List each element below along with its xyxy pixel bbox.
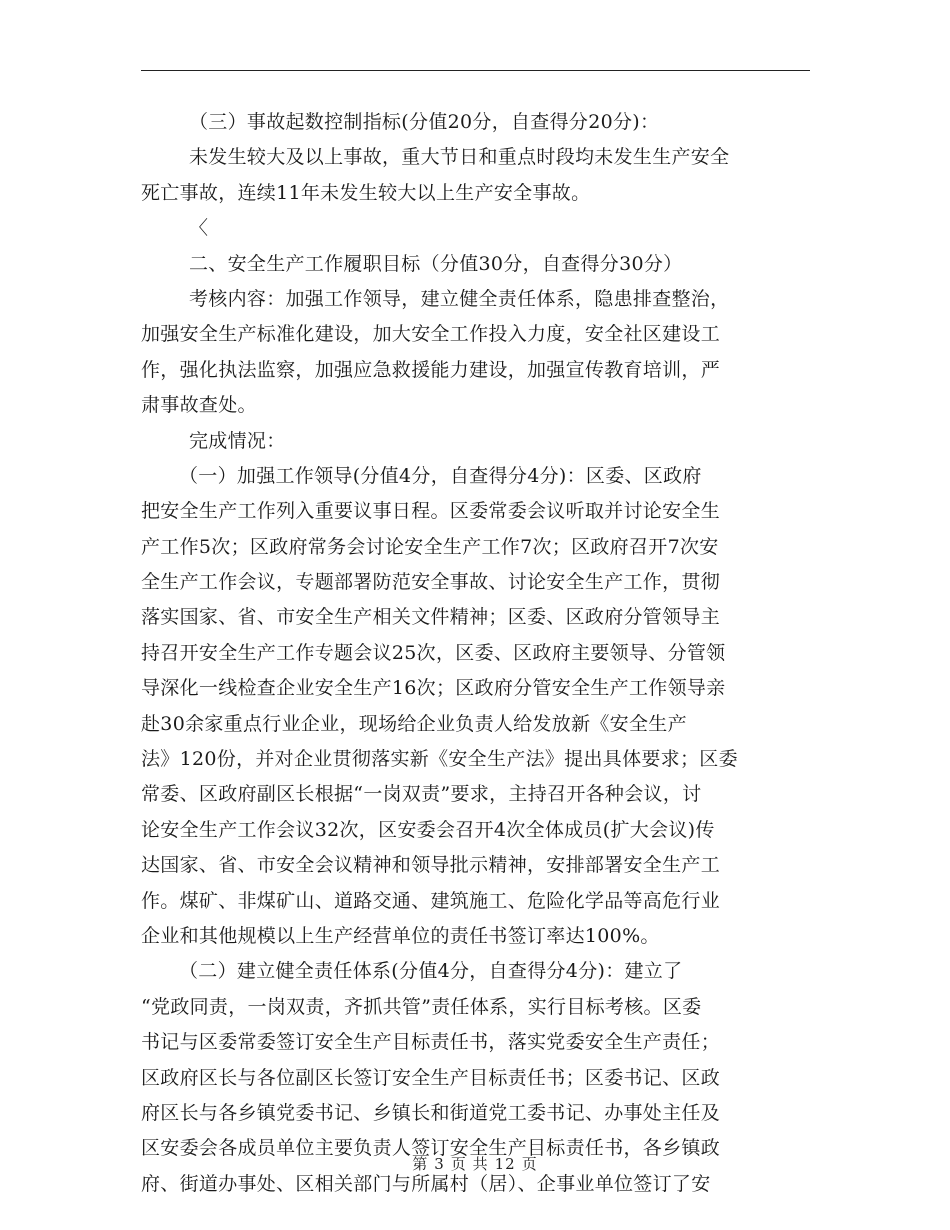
paragraph-line: 区政府区长与各位副区长签订安全生产目标责任书；区委书记、区政 (141, 1066, 721, 1089)
paragraph-line: 肃事故查处。 (141, 394, 257, 417)
paragraph-line: 企业和其他规模以上生产经营单位的责任书签订率达100%。 (141, 924, 660, 947)
paragraph-line: 考核内容：加强工作领导，建立健全责任体系，隐患排查整治， (189, 287, 730, 310)
paragraph-line: 持召开安全生产工作专题会议25次，区委、区政府主要领导、分管领 (141, 641, 726, 664)
paragraph-line: 法》120份，并对企业贯彻落实新《安全生产法》提出具体要求；区委 (141, 748, 738, 771)
subsection-heading: （一）加强工作领导(分值4分，自查得分4分)：区委、区政府 (179, 464, 702, 487)
page-footer (0, 1153, 950, 1174)
paragraph-line: 产工作5次；区政府常务会讨论安全生产工作7次；区政府召开7次安 (141, 535, 719, 558)
paragraph-line: 达国家、省、市安全会议精神和领导批示精神，安排部署安全生产工 (141, 854, 721, 877)
paragraph-line: 全生产工作会议，专题部署防范安全事故、讨论安全生产工作，贯彻 (141, 571, 721, 594)
section-heading: 二、安全生产工作履职目标（分值30分，自查得分30分） (189, 252, 683, 275)
footer-prefix: 第 (412, 1155, 429, 1173)
page-total: 12 (494, 1155, 516, 1173)
paragraph-line: 导深化一线检查企业安全生产16次；区政府分管安全生产工作领导亲 (141, 677, 726, 700)
paragraph-line: 论安全生产工作会议32次，区安委会召开4次全体成员(扩大会议)传 (141, 818, 715, 841)
paragraph-line: 书记与区委常委签订安全生产目标责任书，落实党委安全生产责任； (141, 1031, 721, 1054)
paragraph-line: 把安全生产工作列入重要议事日程。区委常委会议听取并讨论安全生 (141, 500, 721, 523)
footer-middle: 页 共 (450, 1155, 489, 1173)
paragraph-line: 落实国家、省、市安全生产相关文件精神；区委、区政府分管领导主 (141, 606, 721, 629)
footer-suffix: 页 (521, 1155, 538, 1173)
paragraph-line: “党政同责，一岗双责，齐抓共管”责任体系，实行目标考核。区委 (141, 995, 702, 1018)
header-rule (141, 70, 810, 71)
paragraph-line: 作。煤矿、非煤矿山、道路交通、建筑施工、危险化学品等高危行业 (141, 889, 721, 912)
paragraph-line: 区安委会各成员单位主要负责人签订安全生产目标责任书，各乡镇政 (141, 1137, 721, 1160)
stray-mark: 〈 (189, 217, 209, 240)
paragraph-line: 未发生较大及以上事故，重大节日和重点时段均未发生生产安全 (189, 146, 730, 169)
section-heading: （三）事故起数控制指标(分值20分，自查得分20分)： (189, 111, 660, 133)
paragraph-line: 赴30余家重点行业企业，现场给企业负责人给发放新《安全生产 (141, 712, 687, 735)
document-body (141, 105, 811, 1202)
paragraph-line: 府区长与各乡镇党委书记、乡镇长和街道党工委书记、办事处主任及 (141, 1101, 721, 1124)
paragraph-line: 府、街道办事处、区相关部门与所属村（居）、企事业单位签订了安 (141, 1172, 711, 1195)
paragraph-line: 加强安全生产标准化建设，加大安全工作投入力度，安全社区建设工 (141, 323, 721, 346)
paragraph-line: 作，强化执法监察，加强应急救援能力建设，加强宣传教育培训，严 (141, 358, 721, 381)
paragraph-line: 常委、区政府副区长根据“一岗双责”要求，主持召开各种会议，讨 (141, 783, 702, 806)
page-number: 3 (434, 1155, 445, 1173)
paragraph-line: 死亡事故，连续11年未发生较大以上生产安全事故。 (141, 181, 591, 204)
paragraph-line: 完成情况： (189, 429, 286, 452)
subsection-heading: （二）建立健全责任体系(分值4分，自查得分4分)：建立了 (179, 960, 683, 983)
